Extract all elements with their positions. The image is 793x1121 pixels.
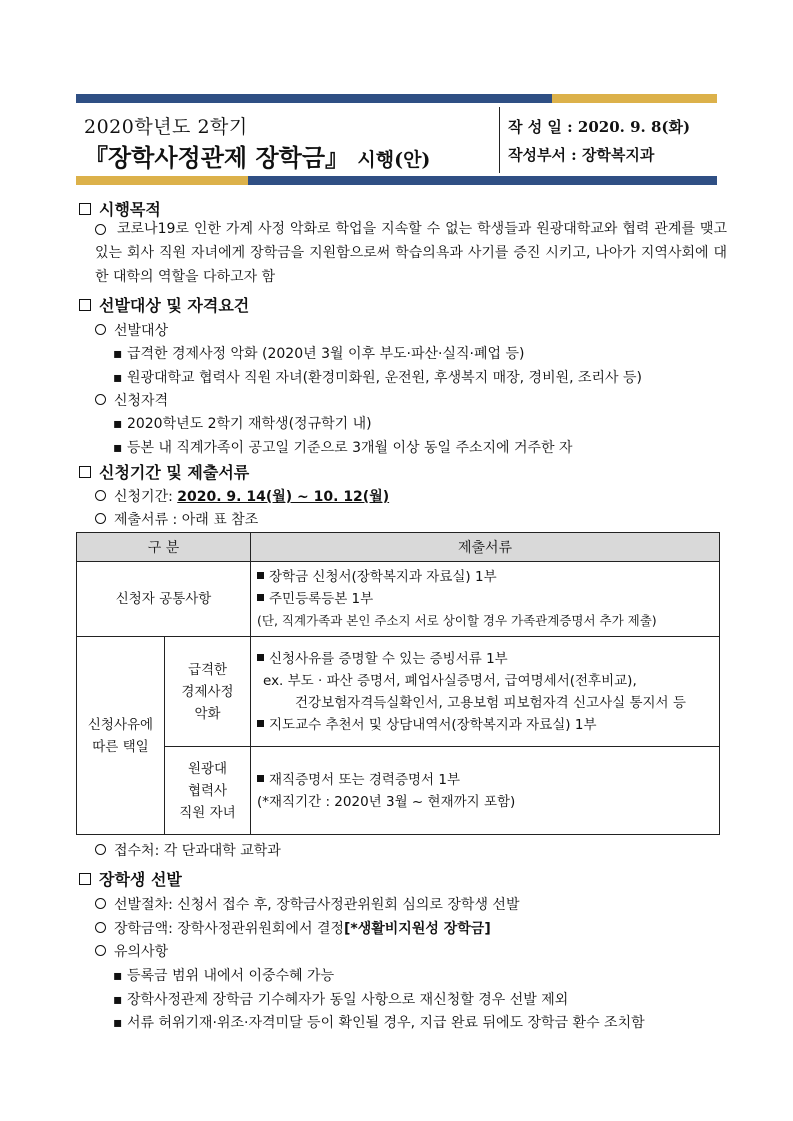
sub2-label: 원광대 협력사 직원 자녀 [165, 747, 251, 835]
circle-bullet-icon [95, 394, 106, 405]
square-bullet-icon [257, 572, 264, 579]
checkbox-square-icon [79, 873, 91, 885]
docs-label: 제출서류 : 아래 표 참조 [95, 509, 258, 529]
table-row [77, 562, 720, 637]
table-row [77, 747, 720, 835]
note-item: ▪ 등록금 범위 내에서 이중수혜 가능 [113, 968, 335, 984]
checkbox-square-icon [79, 203, 91, 215]
target-item: ▪ 급격한 경제사정 악화 (2020년 3월 이후 부도·파산·실직·폐업 등) [113, 346, 525, 362]
circle-bullet-icon [95, 922, 106, 933]
year-term: 2020학년도 2학기 [84, 116, 248, 138]
sub1-docs: 신청사유를 증명할 수 있는 증빙서류 1부 ex. 부도 · 파산 증명서, 폐업사실증명서, 급여명세서(전후비교), 건강보험자격득실확인서, 고용보험 피보험자격 신고사실 통지서 등 지도교수 추천서 및 상담내역서(장학복지과 자료실) 1부 [251, 637, 720, 747]
circle-bullet-icon [95, 490, 106, 501]
square-bullet-icon [257, 594, 264, 601]
section-period-heading: 신청기간 및 제출서류 [79, 460, 249, 483]
header-bar-top-gold [552, 94, 717, 103]
header-divider [499, 107, 500, 173]
sub1-label: 급격한 경제사정 악화 [165, 637, 251, 747]
notes-label: 유의사항 [95, 941, 168, 961]
checkbox-square-icon [79, 299, 91, 311]
period-value: 2020. 9. 14(월) ~ 10. 12(월) [177, 489, 390, 505]
process-line: 선발절차: 신청서 접수 후, 장학금사정관위원회 심의로 장학생 선발 [95, 894, 519, 914]
target-item: ▪ 원광대학교 협력사 직원 자녀(환경미화원, 운전원, 후생복지 매장, 경비원, 조리사 등) [113, 370, 643, 386]
square-bullet-icon [257, 654, 264, 661]
reason-label: 신청사유에 따른 택일 [77, 637, 165, 835]
qual-item: ▪ 2020학년도 2학기 재학생(정규학기 내) [113, 416, 372, 432]
square-bullet-icon [257, 720, 264, 727]
period-line: 신청기간: 2020. 9. 14(월) ~ 10. 12(월) [95, 486, 389, 506]
circle-bullet-icon [95, 898, 106, 909]
table-header-docs: 제출서류 [251, 533, 720, 562]
circle-bullet-icon [95, 324, 106, 335]
circle-bullet-icon [95, 945, 106, 956]
section-selection-heading: 장학생 선발 [79, 867, 182, 890]
dept-label: 작성부서 : 장학복지과 [508, 146, 655, 164]
common-docs: 장학금 신청서(장학복지과 자료실) 1부 주민등록등본 1부 (단, 직계가족과 본인 주소지 서로 상이할 경우 가족관계증명서 추가 제출) [251, 562, 720, 637]
date-label: 작 성 일 : 2020. 9. 8(화) [508, 118, 691, 136]
checkbox-square-icon [79, 466, 91, 478]
common-label: 신청자 공통사항 [77, 562, 251, 637]
receipt-line: 접수처: 각 단과대학 교학과 [95, 840, 281, 860]
documents-table [76, 532, 720, 835]
square-bullet-icon [257, 775, 264, 782]
amount-line: 장학금액: 장학사정관위원회에서 결정[*생활비지원성 장학금] [95, 918, 491, 938]
table-header-category: 구 분 [77, 533, 251, 562]
note-item: ▪ 서류 허위기재·위조·자격미달 등이 확인될 경우, 지급 완료 뒤에도 장학금 환수 조치함 [113, 1015, 645, 1031]
header-bar-bottom-gold [76, 176, 248, 185]
section-eligibility-heading: 선발대상 및 자격요건 [79, 293, 249, 316]
purpose-body: 코로나19로 인한 가계 사정 악화로 학업을 지속할 수 없는 학생들과 원광대학교와 협력 관계를 맺고 있는 회사 직원 자녀에게 장학금을 지원함으로써 학습의욕과 사기를 증진 시키고, 나아가 지역사회에 대한 대학의 역할을 다하고자 함 [95, 221, 727, 285]
qual-label: 신청자격 [95, 390, 168, 410]
table-header-row [77, 533, 720, 562]
title-suffix: 시행(안) [357, 149, 431, 171]
title-main: 『장학사정관제 장학금』 [84, 143, 350, 172]
target-label: 선발대상 [95, 320, 168, 340]
circle-bullet-icon [95, 844, 106, 855]
section-purpose-heading: 시행목적 [79, 197, 161, 220]
note-item: ▪ 장학사정관제 장학금 기수혜자가 동일 사항으로 재신청할 경우 선발 제외 [113, 992, 569, 1008]
header-bar-top-navy [76, 94, 552, 103]
page-title [84, 138, 430, 173]
circle-bullet-icon [95, 513, 106, 524]
qual-item: ▪ 등본 내 직계가족이 공고일 기준으로 3개월 이상 동일 주소지에 거주한 자 [113, 440, 573, 456]
table-row [77, 637, 720, 747]
sub2-docs: 재직증명서 또는 경력증명서 1부 (*재직기간 : 2020년 3월 ~ 현재까지 포함) [251, 747, 720, 835]
header-bar-bottom-navy [248, 176, 717, 185]
